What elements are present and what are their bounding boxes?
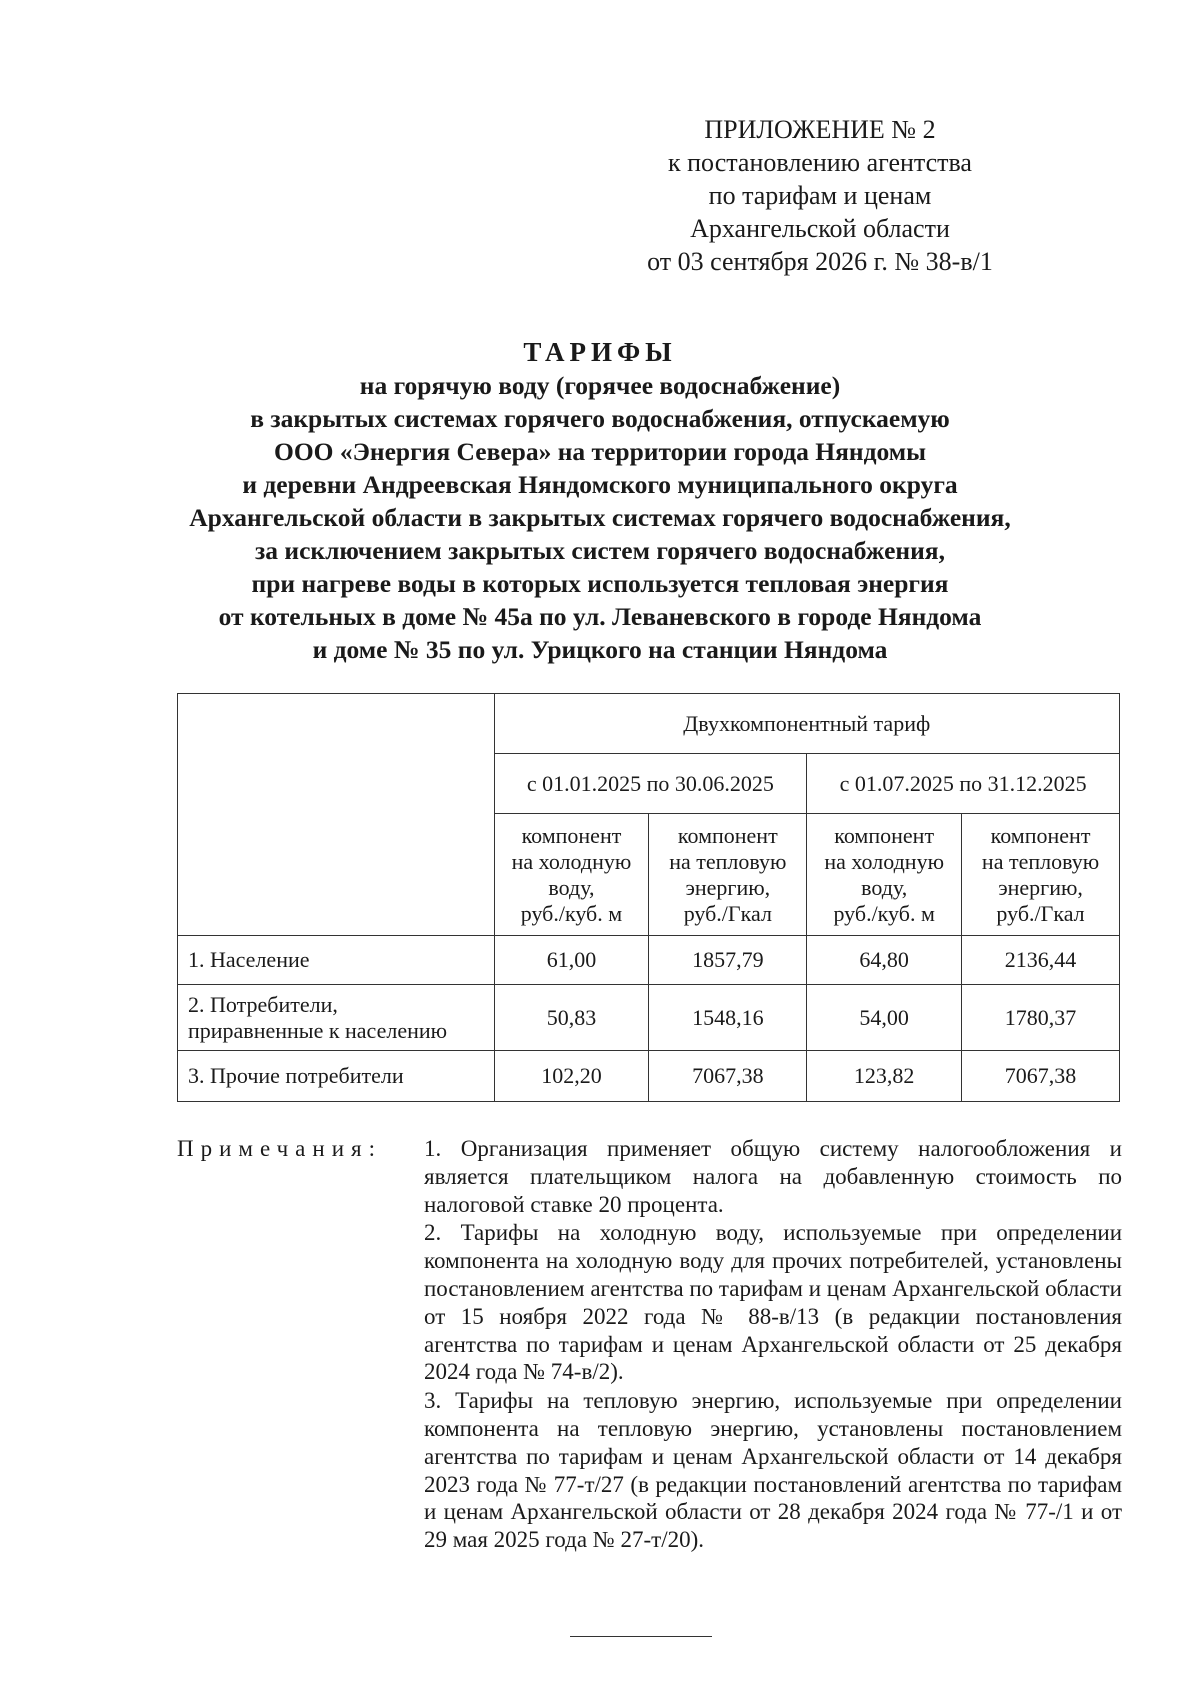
table-cell: 64,80 — [807, 936, 962, 985]
row-label: 1. Население — [178, 936, 495, 985]
table-cell: 7067,38 — [649, 1051, 807, 1102]
table-row — [178, 985, 1120, 1051]
note-item: 3. Тарифы на тепловую энергию, используемые при определении компонента на тепловую энергию, установлены постановлением агентства по тарифам и ценам Архангельской области от 14 декабря 2023 года № 77-т/27 (в редакции постановлений агентства по тарифам и ценам Архангельской области от 28 декабря 2024 года № 77-/1 и от 29 мая 2025 года № 27-т/20). — [424, 1388, 1122, 1553]
title-line: и доме № 35 по ул. Урицкого на станции Няндома — [312, 635, 888, 664]
table-cell: 1548,16 — [649, 985, 807, 1051]
tariff-type-header: Двухкомпонентный тариф — [494, 694, 1119, 754]
title-line: от котельных в доме № 45а по ул. Леваневского в городе Няндома — [218, 602, 982, 631]
period-header-2: с 01.07.2025 по 31.12.2025 — [807, 754, 1120, 814]
appendix-agency: по тарифам и ценам — [708, 181, 932, 210]
tariff-table — [177, 693, 1120, 1102]
title-line: Архангельской области в закрытых системах горячего водоснабжения, — [189, 503, 1011, 532]
title-line: на горячую воду (горячее водоснабжение) — [359, 371, 841, 400]
appendix-ref: к постановлению агентства — [668, 148, 972, 177]
notes-list — [424, 1135, 1122, 1554]
title-line: за исключением закрытых систем горячего водоснабжения, — [255, 536, 945, 565]
period-header-1: с 01.01.2025 по 30.06.2025 — [494, 754, 807, 814]
appendix-header — [640, 113, 1000, 278]
title-line: и деревни Андреевская Няндомского муниципального округа — [242, 470, 958, 499]
title-main: ТАРИФЫ — [523, 337, 677, 367]
appendix-region: Архангельской области — [690, 214, 950, 243]
table-cell: 54,00 — [807, 985, 962, 1051]
table-cell: 50,83 — [494, 985, 649, 1051]
table-cell: 1857,79 — [649, 936, 807, 985]
component-heat-header: компонент на тепловую энергию, руб./Гкал — [962, 814, 1120, 936]
title-line: при нагреве воды в которых используется тепловая энергия — [251, 569, 949, 598]
row-label: 3. Прочие потребители — [178, 1051, 495, 1102]
table-cell: 2136,44 — [962, 936, 1120, 985]
component-cold-header: компонент на холодную воду, руб./куб. м — [807, 814, 962, 936]
note-item: 1. Организация применяет общую систему налогообложения и является плательщиком налога на добавленную стоимость по налоговой ставке 20 процента. — [424, 1136, 1122, 1217]
appendix-date: от 03 сентября 2026 г. № 38-в/1 — [647, 247, 993, 276]
appendix-number: ПРИЛОЖЕНИЕ № 2 — [704, 115, 936, 144]
closing-rule — [570, 1636, 712, 1637]
title-line: в закрытых системах горячего водоснабжения, отпускаемую — [250, 404, 950, 433]
header-empty-cell — [178, 694, 495, 936]
table-cell: 102,20 — [494, 1051, 649, 1102]
component-cold-header: компонент на холодную воду, руб./куб. м — [494, 814, 649, 936]
table-header-row — [178, 694, 1120, 754]
document-title — [150, 336, 1050, 666]
table-cell: 1780,37 — [962, 985, 1120, 1051]
table-cell: 7067,38 — [962, 1051, 1120, 1102]
table-cell: 61,00 — [494, 936, 649, 985]
component-heat-header: компонент на тепловую энергию, руб./Гкал — [649, 814, 807, 936]
table-row — [178, 1051, 1120, 1102]
note-item: 2. Тарифы на холодную воду, используемые при определении компонента на холодную воду для прочих потребителей, установлены постановлением агентства по тарифам и ценам Архангельской области от 15 ноября 2022 года № 88-в/13 (в редакции постановления агентства по тарифам и ценам Архангельской области от 25 декабря 2024 года № 74-в/2). — [424, 1220, 1122, 1385]
notes-label: Примечания: — [177, 1136, 382, 1161]
table-cell: 123,82 — [807, 1051, 962, 1102]
row-label: 2. Потребители, приравненные к населению — [178, 985, 495, 1051]
title-line: ООО «Энергия Севера» на территории города Няндомы — [273, 437, 927, 466]
table-row — [178, 936, 1120, 985]
